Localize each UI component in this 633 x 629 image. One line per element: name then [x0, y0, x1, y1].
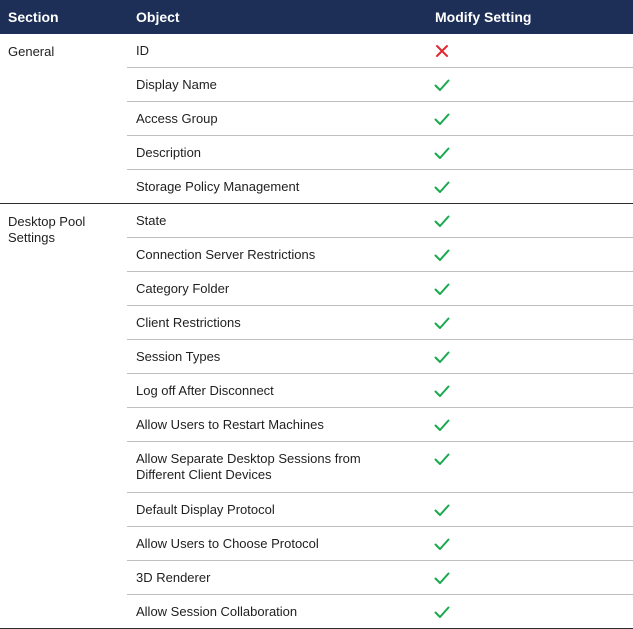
- table-row: [127, 136, 633, 170]
- table-row: [127, 442, 633, 493]
- check-icon: [434, 77, 450, 93]
- object-name: Allow Separate Desktop Sessions from Different Client Devices: [136, 451, 361, 482]
- object-name: State: [136, 213, 167, 228]
- check-icon: [434, 145, 450, 161]
- group-general: [0, 34, 633, 204]
- object-name: Storage Policy Management: [136, 179, 300, 194]
- group-desktop-pool-settings: [0, 204, 633, 629]
- object-name: Description: [136, 145, 202, 160]
- table-row: [127, 102, 633, 136]
- table-row: [127, 408, 633, 442]
- table-row: [127, 374, 633, 408]
- object-name: 3D Renderer: [136, 570, 211, 585]
- table-row: [127, 340, 633, 374]
- table-row: [127, 561, 633, 595]
- check-icon: [434, 213, 450, 229]
- check-icon: [434, 383, 450, 399]
- header-object: Object: [136, 9, 180, 25]
- section-label: Desktop Pool Settings: [8, 214, 86, 245]
- object-name: Client Restrictions: [136, 315, 241, 330]
- check-icon: [434, 111, 450, 127]
- table-row: [127, 238, 633, 272]
- object-name: ID: [136, 43, 149, 58]
- check-icon: [434, 604, 450, 620]
- table-header: [0, 0, 633, 34]
- cross-icon: [434, 43, 450, 59]
- object-name: Allow Session Collaboration: [136, 604, 298, 619]
- group-rows: [127, 34, 633, 203]
- header-section: Section: [8, 9, 59, 25]
- table-row: [127, 527, 633, 561]
- object-name: Display Name: [136, 77, 217, 92]
- check-icon: [434, 281, 450, 297]
- check-icon: [434, 451, 450, 467]
- object-name: Log off After Disconnect: [136, 383, 274, 398]
- object-name: Allow Users to Choose Protocol: [136, 536, 319, 551]
- check-icon: [434, 315, 450, 331]
- table-row: [127, 306, 633, 340]
- table-row: [127, 68, 633, 102]
- group-rows: [127, 204, 633, 628]
- check-icon: [434, 502, 450, 518]
- check-icon: [434, 179, 450, 195]
- check-icon: [434, 570, 450, 586]
- object-name: Default Display Protocol: [136, 502, 275, 517]
- table-row: [127, 204, 633, 238]
- object-name: Allow Users to Restart Machines: [136, 417, 324, 432]
- section-label: General: [8, 44, 55, 59]
- check-icon: [434, 349, 450, 365]
- object-name: Connection Server Restrictions: [136, 247, 316, 262]
- table-row: [127, 493, 633, 527]
- check-icon: [434, 536, 450, 552]
- table-row: [127, 272, 633, 306]
- object-name: Session Types: [136, 349, 221, 364]
- check-icon: [434, 247, 450, 263]
- table-row: [127, 170, 633, 203]
- check-icon: [434, 417, 450, 433]
- header-modify-setting: Modify Setting: [435, 9, 532, 25]
- table-row: [127, 34, 633, 68]
- object-name: Category Folder: [136, 281, 230, 296]
- table-row: [127, 595, 633, 628]
- object-name: Access Group: [136, 111, 218, 126]
